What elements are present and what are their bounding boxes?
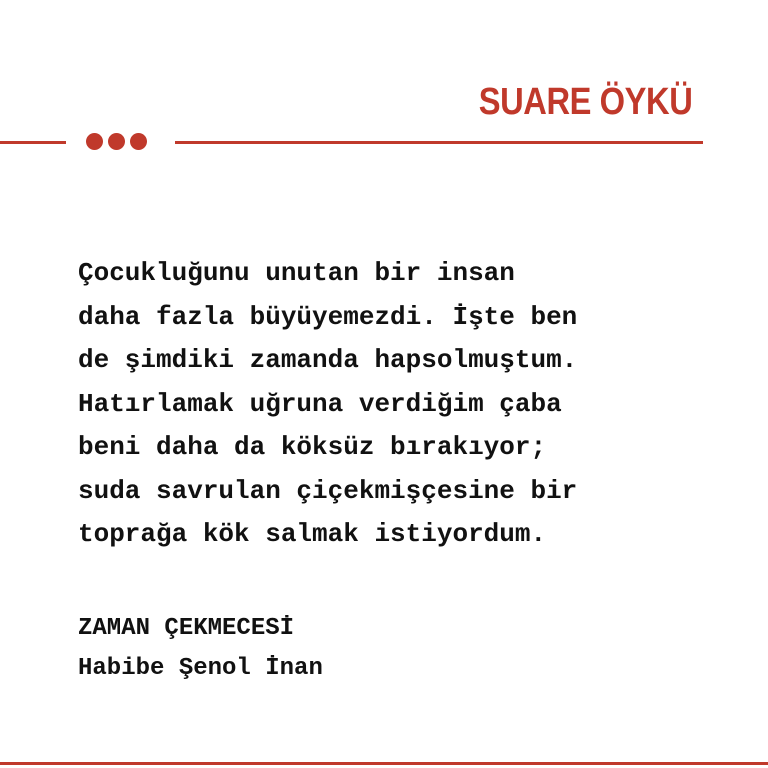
author-name: Habibe Şenol İnan [78, 655, 323, 682]
quote-text [78, 252, 718, 557]
quote-line: toprağa kök salmak istiyordum. [78, 519, 547, 549]
quote-line: daha fazla büyüyemezdi. İşte ben [78, 301, 578, 332]
bottom-divider [0, 762, 768, 765]
dots-ornament [86, 133, 147, 151]
quote-line: Hatırlamak uğruna verdiğim çaba [78, 388, 562, 419]
dot [86, 133, 103, 150]
quote-line: Çocukluğunu unutan bir insan [78, 258, 515, 288]
book-title: ZAMAN ÇEKMECESİ [78, 615, 295, 642]
divider-left [0, 141, 66, 144]
brand-title: SUARE ÖYKÜ [478, 81, 692, 123]
dot [108, 133, 125, 150]
dot [130, 133, 147, 150]
quote-line: de şimdiki zamanda hapsolmuştum. [78, 345, 578, 375]
quote-line: suda savrulan çiçekmişçesine bir [78, 475, 578, 506]
quote-line: beni daha da köksüz bırakıyor; [78, 432, 547, 462]
divider-right [175, 141, 703, 144]
